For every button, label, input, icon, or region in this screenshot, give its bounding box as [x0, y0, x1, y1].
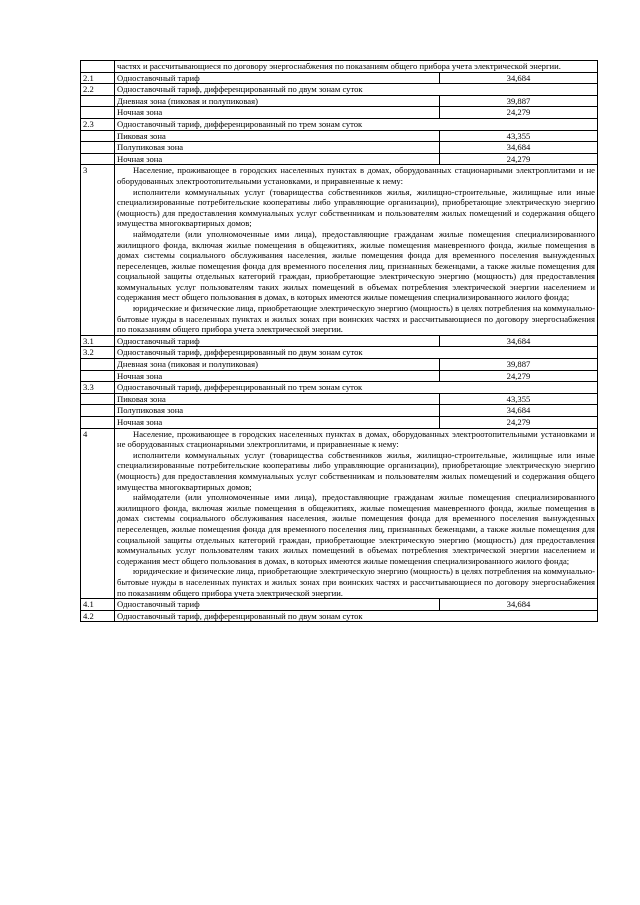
- section-number: 4: [81, 428, 115, 599]
- row-number: [81, 107, 115, 119]
- paragraph: исполнители коммунальных услуг (товарищества собственников жилья, жилищно-строительные, жилищные или иные специализированные потребительские кооперативы либо управляющие организации), приобретающие электрическую энергию (мощность) для предоставления коммунальных услуг собственникам и пользователям жилых помещений и содержания общего имущества многоквартирных домов;: [117, 186, 595, 229]
- tariff-value: 34,684: [440, 142, 598, 154]
- tariff-value: 24,279: [440, 153, 598, 165]
- table-row: [81, 95, 598, 107]
- top-fragment: [115, 61, 598, 73]
- tariff-table: [80, 60, 598, 622]
- table-row: [81, 130, 598, 142]
- table-row: [81, 417, 598, 429]
- tariff-value: 24,279: [440, 417, 598, 429]
- table-row: [81, 347, 598, 359]
- row-number: [81, 130, 115, 142]
- row-number: 4.2: [81, 610, 115, 622]
- table-row: [81, 405, 598, 417]
- paragraph: юридические и физические лица, приобретающие электрическую энергию (мощность) в целях потребления на коммунально-бытовые нужды в населенных пунктах и жилых зонах при воинских частях и рассчитывающиеся по договору энергоснабжения по показаниям общего прибора учета электрической энергии.: [117, 566, 595, 598]
- row-number: [81, 417, 115, 429]
- table-row: [81, 72, 598, 84]
- zone-label: Ночная зона: [115, 370, 440, 382]
- tariff-label: Одноставочный тариф, дифференцированный по трем зонам суток: [115, 118, 598, 130]
- row-number: 2.2: [81, 84, 115, 96]
- section-description: [115, 165, 598, 336]
- table-row: [81, 599, 598, 611]
- paragraph: наймодатели (или уполномоченные ими лица), предоставляющие гражданам жилые помещения специализированного жилищного фонда, включая жилые помещения в общежитиях, жилые помещения маневренного фонда, жилые помещения в домах системы социального обслуживания населения, жилые помещения фонда для временного поселения вынужденных переселенцев, жилые помещения фонда для временного поселения лиц, признанных беженцами, а также жилые помещения для социальной защиты отдельных категорий граждан, приобретающие электрическую энергию (мощность) для предоставления коммунальных услуг пользователям таких жилых помещений в объемах потребления электрической энергии населением и содержания мест общего пользования в домах, в которых имеются жилые помещения специализированного жилого фонда;: [117, 492, 595, 566]
- section-row: [81, 428, 598, 599]
- row-number: [81, 370, 115, 382]
- row-number: 2.1: [81, 72, 115, 84]
- paragraph: наймодатели (или уполномоченные ими лица), предоставляющие гражданам жилые помещения специализированного жилищного фонда, включая жилые помещения в общежитиях, жилые помещения маневренного фонда, жилые помещения в домах системы социального обслуживания населения, жилые помещения фонда для временного поселения вынужденных переселенцев, жилые помещения фонда для временного поселения лиц, признанных беженцами, а также жилые помещения для социальной защиты отдельных категорий граждан, приобретающие электрическую энергию (мощность) для предоставления коммунальных услуг пользователям таких жилых помещений в объемах потребления электрической энергии населением и содержания мест общего пользования в домах, в которых имеются жилые помещения специализированного жилого фонда;: [117, 228, 595, 303]
- tariff-value: 43,355: [440, 393, 598, 405]
- zone-label: Дневная зона (пиковая и полупиковая): [115, 95, 440, 107]
- row-number: [81, 393, 115, 405]
- paragraph: Население, проживающее в городских населенных пунктах в домах, оборудованных стационарными электроплитами и не оборудованных электроотопительными установками, и приравненные к нему:: [117, 165, 595, 186]
- row-number: [81, 61, 115, 73]
- zone-label: Полупиковая зона: [115, 142, 440, 154]
- tariff-label: Одноставочный тариф: [115, 335, 440, 347]
- zone-label: Ночная зона: [115, 153, 440, 165]
- table-row: [81, 393, 598, 405]
- tariff-label: Одноставочный тариф, дифференцированный по двум зонам суток: [115, 84, 598, 96]
- tariff-label: Одноставочный тариф, дифференцированный по трем зонам суток: [115, 382, 598, 394]
- paragraph: Население, проживающее в городских населенных пунктах в домах, оборудованных электроотопительными установками и не оборудованных стационарными электроплитами, и приравненные к нему:: [117, 428, 595, 450]
- table-row: [81, 370, 598, 382]
- tariff-label: Одноставочный тариф: [115, 72, 440, 84]
- tariff-label: Одноставочный тариф: [115, 599, 440, 611]
- row-number: 3.1: [81, 335, 115, 347]
- tariff-value: 24,279: [440, 370, 598, 382]
- tariff-value: 39,887: [440, 359, 598, 371]
- paragraph: юридические и физические лица, приобретающие электрическую энергию (мощность) в целях потребления на коммунально-бытовые нужды в населенных пунктах и жилых зонах при воинских частях и рассчитывающиеся по договору энергоснабжения по показаниям общего прибора учета электрической энергии.: [117, 303, 595, 335]
- row-number: [81, 359, 115, 371]
- section-description: [115, 428, 598, 599]
- table-row: [81, 610, 598, 622]
- table-row: [81, 153, 598, 165]
- tariff-value: 43,355: [440, 130, 598, 142]
- table-row: [81, 359, 598, 371]
- row-number: 3.2: [81, 347, 115, 359]
- row-number: [81, 142, 115, 154]
- row-number: [81, 95, 115, 107]
- zone-label: Пиковая зона: [115, 130, 440, 142]
- tariff-table-body: [81, 61, 598, 622]
- table-row: [81, 382, 598, 394]
- zone-label: Дневная зона (пиковая и полупиковая): [115, 359, 440, 371]
- row-number: 4.1: [81, 599, 115, 611]
- zone-label: Ночная зона: [115, 107, 440, 119]
- zone-label: Ночная зона: [115, 417, 440, 429]
- zone-label: Пиковая зона: [115, 393, 440, 405]
- paragraph: частях и рассчитывающиеся по договору энергоснабжения по показаниям общего прибора учета электрической энергии.: [117, 61, 561, 71]
- tariff-value: 39,887: [440, 95, 598, 107]
- tariff-value: 34,684: [440, 405, 598, 417]
- table-row: [81, 61, 598, 73]
- table-row: [81, 335, 598, 347]
- table-row: [81, 142, 598, 154]
- section-row: [81, 165, 598, 336]
- table-row: [81, 107, 598, 119]
- tariff-value: 24,279: [440, 107, 598, 119]
- table-row: [81, 84, 598, 96]
- tariff-label: Одноставочный тариф, дифференцированный по двум зонам суток: [115, 610, 598, 622]
- tariff-value: 34,684: [440, 72, 598, 84]
- tariff-value: 34,684: [440, 599, 598, 611]
- paragraph: исполнители коммунальных услуг (товарищества собственников жилья, жилищно-строительные, жилищные или иные специализированные потребительские кооперативы либо управляющие организации), приобретающие электрическую энергию (мощность) для предоставления коммунальных услуг собственникам и пользователям жилых помещений и содержания общего имущества многоквартирных домов;: [117, 449, 595, 492]
- section-number: 3: [81, 165, 115, 336]
- row-number: 2.3: [81, 118, 115, 130]
- tariff-label: Одноставочный тариф, дифференцированный по двум зонам суток: [115, 347, 598, 359]
- table-row: [81, 118, 598, 130]
- row-number: 3.3: [81, 382, 115, 394]
- tariff-value: 34,684: [440, 335, 598, 347]
- zone-label: Полупиковая зона: [115, 405, 440, 417]
- row-number: [81, 153, 115, 165]
- row-number: [81, 405, 115, 417]
